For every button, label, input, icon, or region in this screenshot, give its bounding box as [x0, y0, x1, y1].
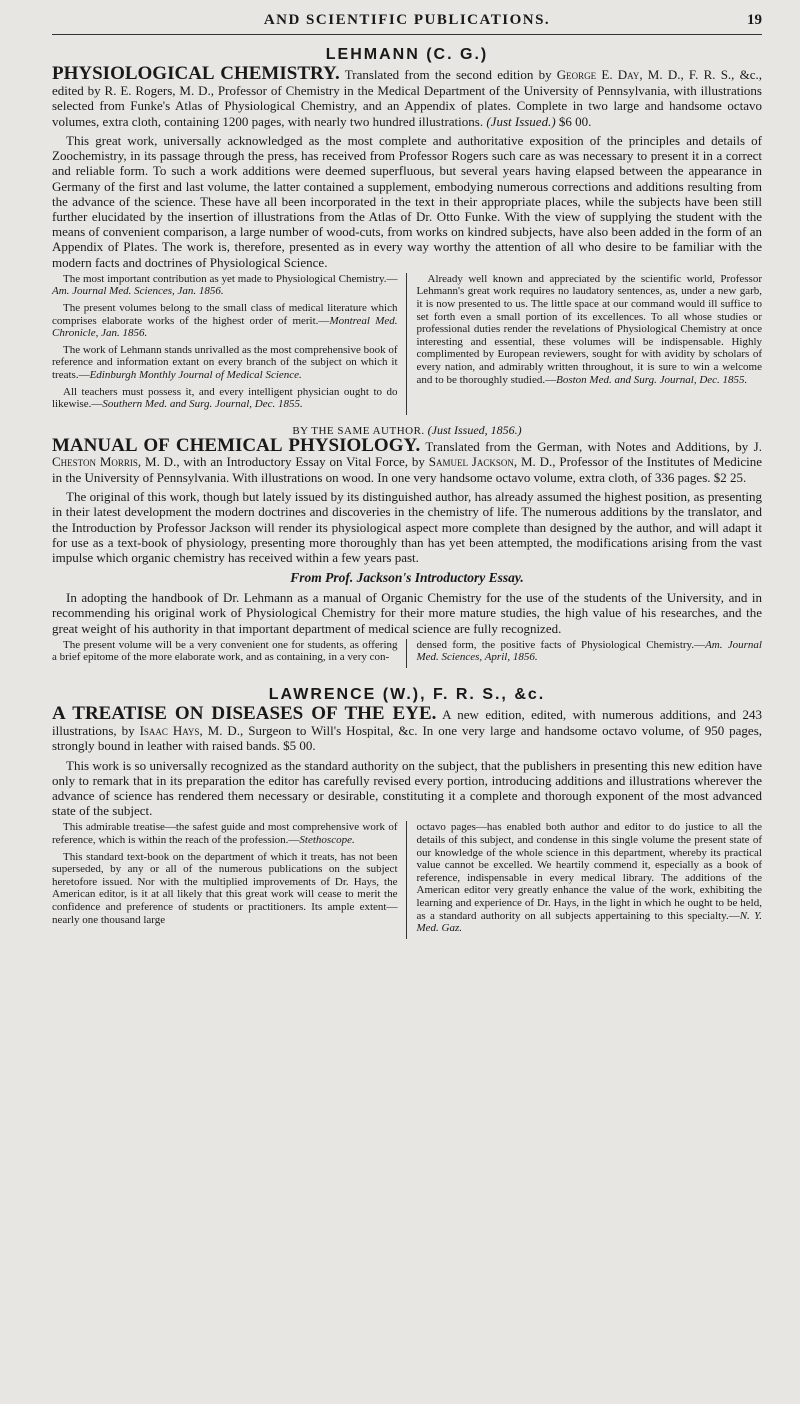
review-quote — [52, 851, 398, 927]
running-head — [52, 0, 762, 35]
review-quote — [52, 273, 398, 298]
entry-heading — [52, 703, 763, 754]
review-quote — [417, 273, 763, 386]
review-quote — [417, 821, 763, 934]
review-source: Stethoscope. — [299, 833, 355, 846]
entry-heading — [52, 434, 762, 486]
price: $6 00. — [555, 113, 592, 129]
review-source: Montreal Med. Chronicle, Jan. 1856. — [52, 314, 398, 340]
heading-text: Translated from the German, with Notes and Additions, by J. — [420, 438, 762, 454]
review-quote — [417, 639, 763, 664]
author-heading: LEHMANN (C. G.) — [325, 46, 489, 63]
review-quote — [52, 386, 398, 411]
reviews — [52, 639, 762, 668]
description: The original of this work, though but lately issued by its distinguished author, has already assumed the highest position, as presenting in their latest development the modern doctrines and discoveries in the chemistry of life. The numerous additions by the translator, and the Introduction by Professor Jackson will render its physiological aspect more complete than designed by the author, and will adapt it for use as a text-book of physiology, presenting more thoroughly than has yet been attempted, the modifications arising from the vast impulse which organic chemistry has received within a few years past. — [52, 489, 762, 566]
page-number: 19 — [747, 12, 762, 28]
review-text: octavo pages—has enabled both author and editor to do justice to all the details of this subject, and condense in this single volume the present state of our knowledge of the whole science in this department, whereby its practical value cannot be excelled. We heartily commend it, especially as a book of reference, indispensable in every medical library. The additions of the American editor very greatly enhance the value of the work, exhibiting the learning and experience of Dr. Hays, in the light in which he ought to be held, as a standard authority on all subjects appertaining to this specialty.— — [416, 821, 762, 922]
description: This great work, universally acknowledged as the most complete and authoritative exposition of the principles and details of Zoochemistry, in its passage through the press, has received from Professor Rogers such care as was necessary to present it in a correct and reliable form. To such a work additions were deemed superfluous, but several years having elapsed between the appearance in Germany of the first and last volume, the latter contained a supplement, embodying numerous corrections and additions resulting from the advance of the science. These have all been incorporated in the text in their appropriate places, while the subjects have been still further elucidated by the insertion of illustrations from the Atlas of Dr. Otto Funke. With the view of supplying the student with the means of convenient comparison, a large number of wood-cuts, from works on kindred subjects, have also been added in the form of an Appendix of Plates. The work is, therefore, presented as in every way worthy the attention of all who desire to be familiar with the modern facts and doctrines of Physiological Science. — [52, 133, 762, 270]
review-text: This admirable treatise—the safest guide and most comprehensive work of reference, which is within the reach of the profession.— — [52, 821, 398, 846]
book-title: MANUAL OF CHEMICAL PHYSIOLOGY. — [52, 434, 421, 456]
book-title: A TREATISE ON DISEASES OF THE EYE. — [52, 703, 437, 725]
review-source: Southern Med. and Surg. Journal, Dec. 1855. — [102, 398, 303, 411]
heading-text: A new edition, edited, with numerous additions, and 243 illustrations, by — [52, 707, 762, 738]
heading-text-end: , M. D., Professor of the Institutes of Medicine in the University of Pennsylvania. With illustrations on wood. In one very handsome octavo volume, extra cloth, of 336 pages. $2 25. — [52, 454, 762, 485]
lehmann-physiological-chemistry-entry — [52, 46, 762, 415]
review-source: Am. Journal Med. Sciences, April, 1856. — [416, 638, 762, 664]
reviews-left-column — [52, 273, 407, 415]
review-quote — [52, 821, 398, 846]
reviews — [52, 273, 762, 415]
reviews-left-column — [52, 821, 407, 938]
review-text: The work of Lehmann stands unrivalled as the most comprehensive book of reference and information extant on every branch of the subject on which it treats.— — [52, 343, 398, 381]
issued-note: (Just Issued.) — [486, 113, 556, 129]
entry-heading — [52, 63, 763, 129]
review-quote — [52, 344, 398, 382]
by-same-author: BY THE SAME AUTHOR. — [292, 424, 425, 437]
review-text: densed form, the positive facts of Physiological Chemistry.— — [416, 638, 706, 651]
lawrence-diseases-eye-entry — [52, 686, 762, 939]
issued-note: (Just Issued, 1856.) — [427, 422, 522, 437]
book-title: PHYSIOLOGICAL CHEMISTRY. — [52, 63, 340, 84]
author-heading: LAWRENCE (W.), F. R. S., &c. — [268, 686, 546, 704]
review-text: All teachers must possess it, and every intelligent physician ought to do likewise.— — [52, 385, 398, 411]
heading-text: Translated from the second edition by — [339, 67, 557, 82]
heading-text-continued: , M. D., with an Introductory Essay on Vital Force, by — [137, 454, 429, 470]
reviews-right-column — [417, 821, 763, 938]
reviews-right-column — [417, 273, 763, 415]
manual-chemical-physiology-entry — [52, 423, 762, 668]
heading-text-continued: , M. D., F. R. S., &c., edited by R. E. Rogers, M. D., Professor of Chemistry in the Medical Department of the University of Pennsylvania, with illustrations selected from Funke's Atlas of Physiological Chemistry, and an Appendix of plates. Complete in two large and handsome octavo volumes, extra cloth, containing 1200 pages, with nearly two hundred illustrations. — [52, 67, 763, 129]
review-text: This standard text-book on the department of which it treats, has not been superseded, by any or all of the numerous publications on the subject heretofore issued. Nor with the multiplied improvements of Dr. Hays, the American editor, is it at all likely that this great work will cease to merit the confidence and preference of students or practitioners. Its ample extent—nearly one thousand large — [52, 850, 398, 926]
translator-name: George E. Day — [556, 67, 640, 82]
review-source: Boston Med. and Surg. Journal, Dec. 1855. — [556, 373, 748, 386]
review-source: Edinburgh Monthly Journal of Medical Science. — [89, 368, 302, 381]
excerpt-heading: From Prof. Jackson's Introductory Essay. — [290, 570, 524, 586]
reviews — [52, 821, 762, 938]
heading-text-continued: , M. D., Surgeon to Will's Hospital, &c. In one very large and handsome octavo volume, of 950 pages, strongly bound in leather with raised bands. $5 00. — [52, 722, 763, 754]
reviews-right-column — [417, 639, 763, 668]
review-source: N. Y. Med. Gaz. — [416, 909, 762, 935]
review-source: Am. Journal Med. Sciences, Jan. 1856. — [52, 285, 224, 298]
review-text: The most important contribution as yet made to Physiological Chemistry.— — [63, 272, 398, 285]
review-quote — [52, 302, 398, 340]
essayist-name: Samuel Jackson — [428, 454, 514, 470]
review-text: Already well known and appreciated by the scientific world, Professor Lehmann's great work requires no laudatory sentences, as, under a new garb, it is now presented to us. The little space at our command would ill suffice to set forth even a small portion of its excellences. To all whose studies or professional duties render the revelations of Physiological Chemistry at once interesting and essential, these volumes will be indispensable. Highly complimented by European reviewers, sought for with avidity by scholars of every nation, and admirably written throughout, it is sure to win a welcome and to be thoroughly studied.— — [416, 272, 762, 386]
excerpt: In adopting the handbook of Dr. Lehmann as a manual of Organic Chemistry for the use of the students of the University, and in recommending his original work of Physiological Chemistry for their more mature studies, the high value of his researches, and the great weight of his authority in that important department of medical science are fully recognized. — [52, 590, 762, 636]
editor-name: Isaac Hays — [139, 722, 200, 738]
reviews-left-column — [52, 639, 407, 668]
review-text: The present volumes belong to the small class of medical literature which comprises elaborate works of the highest order of merit.— — [52, 302, 398, 327]
running-title: AND SCIENTIFIC PUBLICATIONS. — [263, 12, 551, 28]
description: This work is so universally recognized as the standard authority on the subject, that the publishers in presenting this new edition have only to remark that in its preparation the editor has carefully revised every portion, introducing additions and illustrations wherever the advance of science has rendered them necessary or desirable, constituting it a complete and thorough exponent of the most advanced state of the subject. — [52, 757, 762, 819]
review-quote: The present volume will be a very convenient one for students, as offering a brief epitome of the more elaborate work, and as containing, in a very con- — [52, 638, 398, 664]
translator-name: Cheston Morris — [52, 454, 138, 470]
